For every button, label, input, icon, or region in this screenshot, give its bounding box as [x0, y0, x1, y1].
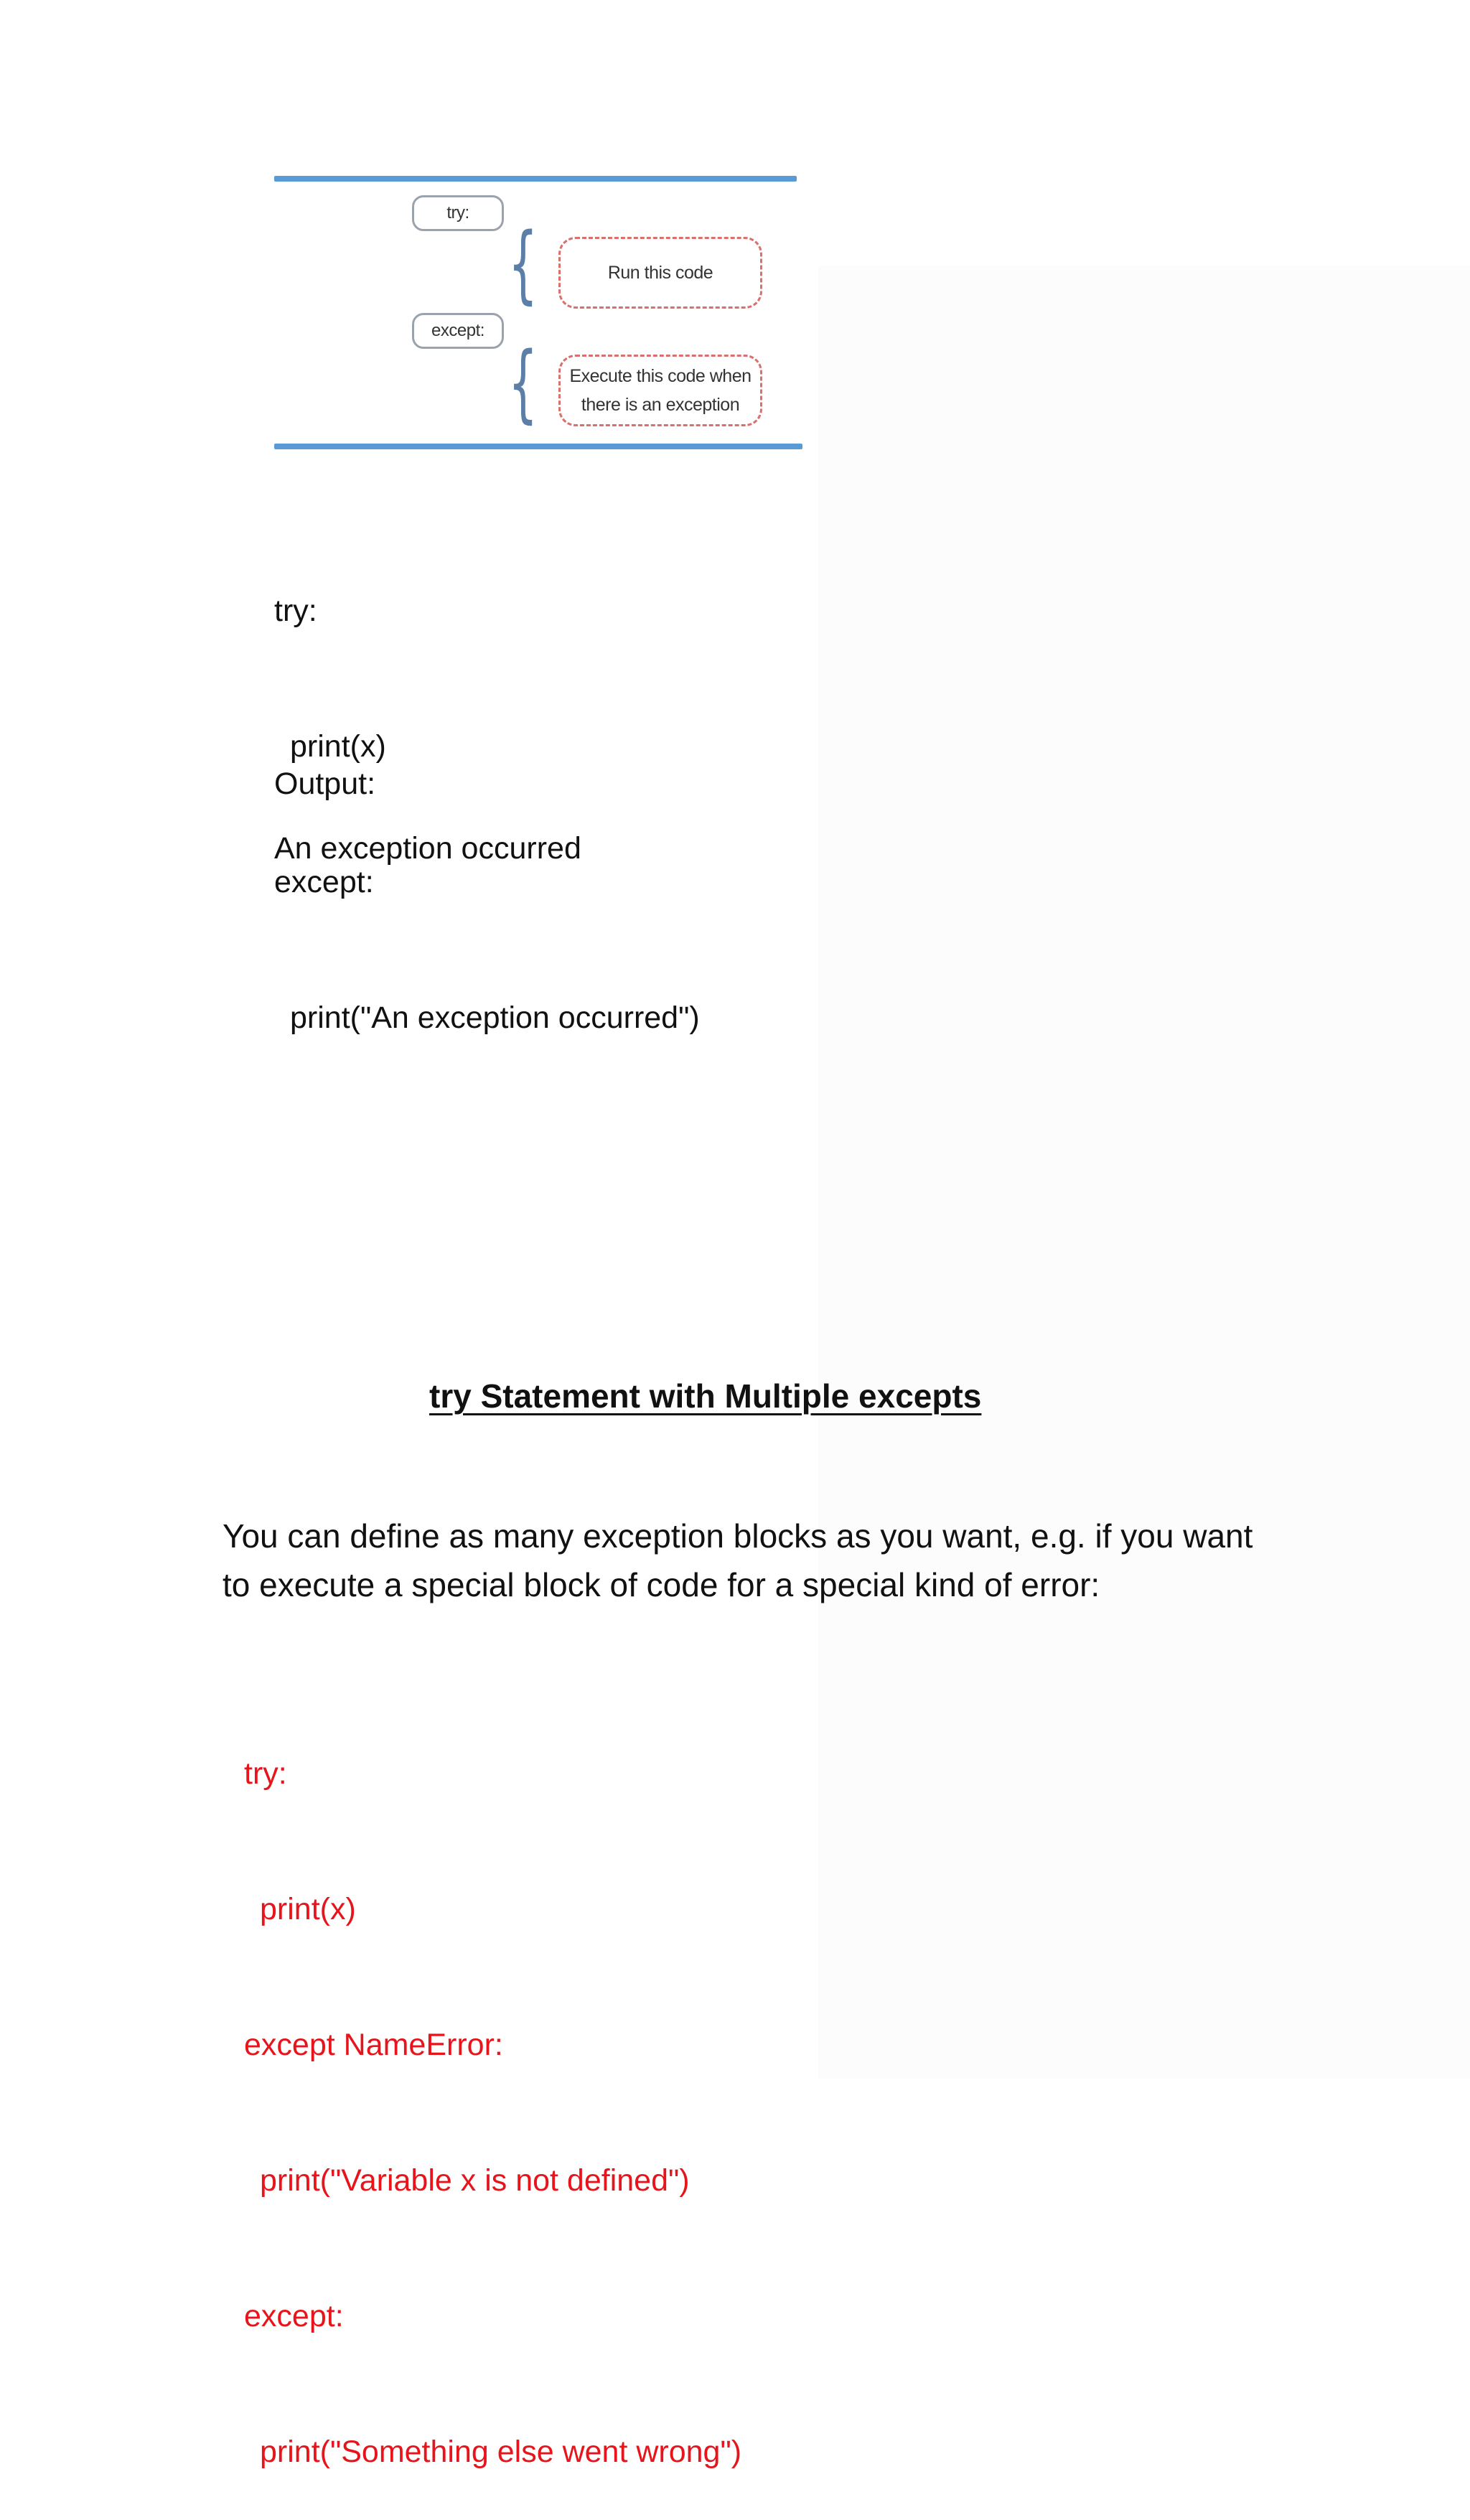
code-line: except NameError: [244, 2028, 503, 2062]
code-line: print(x) [290, 729, 386, 764]
code-line: print("Variable x is not defined") [260, 2163, 690, 2198]
code-line: print("An exception occurred") [290, 1001, 700, 1035]
except-keyword-pill: except: [412, 313, 504, 349]
output-label: Output: [274, 767, 376, 801]
diagram-bottom-rule [274, 444, 802, 449]
exception-code-box [558, 355, 762, 426]
code-line: try: [244, 1756, 287, 1791]
output-value: An exception occurred [274, 831, 581, 866]
code-line: print(x) [260, 1892, 356, 1926]
diagram-top-rule [274, 176, 797, 182]
brace-icon: { [508, 214, 538, 313]
brace-icon: { [508, 333, 538, 432]
code-line: print("Something else went wrong") [260, 2435, 742, 2469]
code-line: except: [274, 865, 374, 899]
code-line: try: [274, 594, 317, 628]
try-except-diagram [273, 171, 804, 458]
multiple-except-code-block [244, 1661, 741, 2520]
exception-code-label: Execute this code when there is an exception [569, 366, 752, 415]
run-code-label: Run this code [607, 263, 713, 283]
try-keyword-pill: try: [412, 195, 504, 231]
section-paragraph: You can define as many exception blocks as you want, e.g. if you want to execute a special block of code for a special kind of error: [223, 1517, 1253, 1603]
background-panel [818, 266, 1470, 2079]
code-line: except: [244, 2299, 344, 2333]
run-code-box [558, 237, 762, 309]
section-heading: try Statement with Multiple excepts [429, 1377, 982, 1415]
